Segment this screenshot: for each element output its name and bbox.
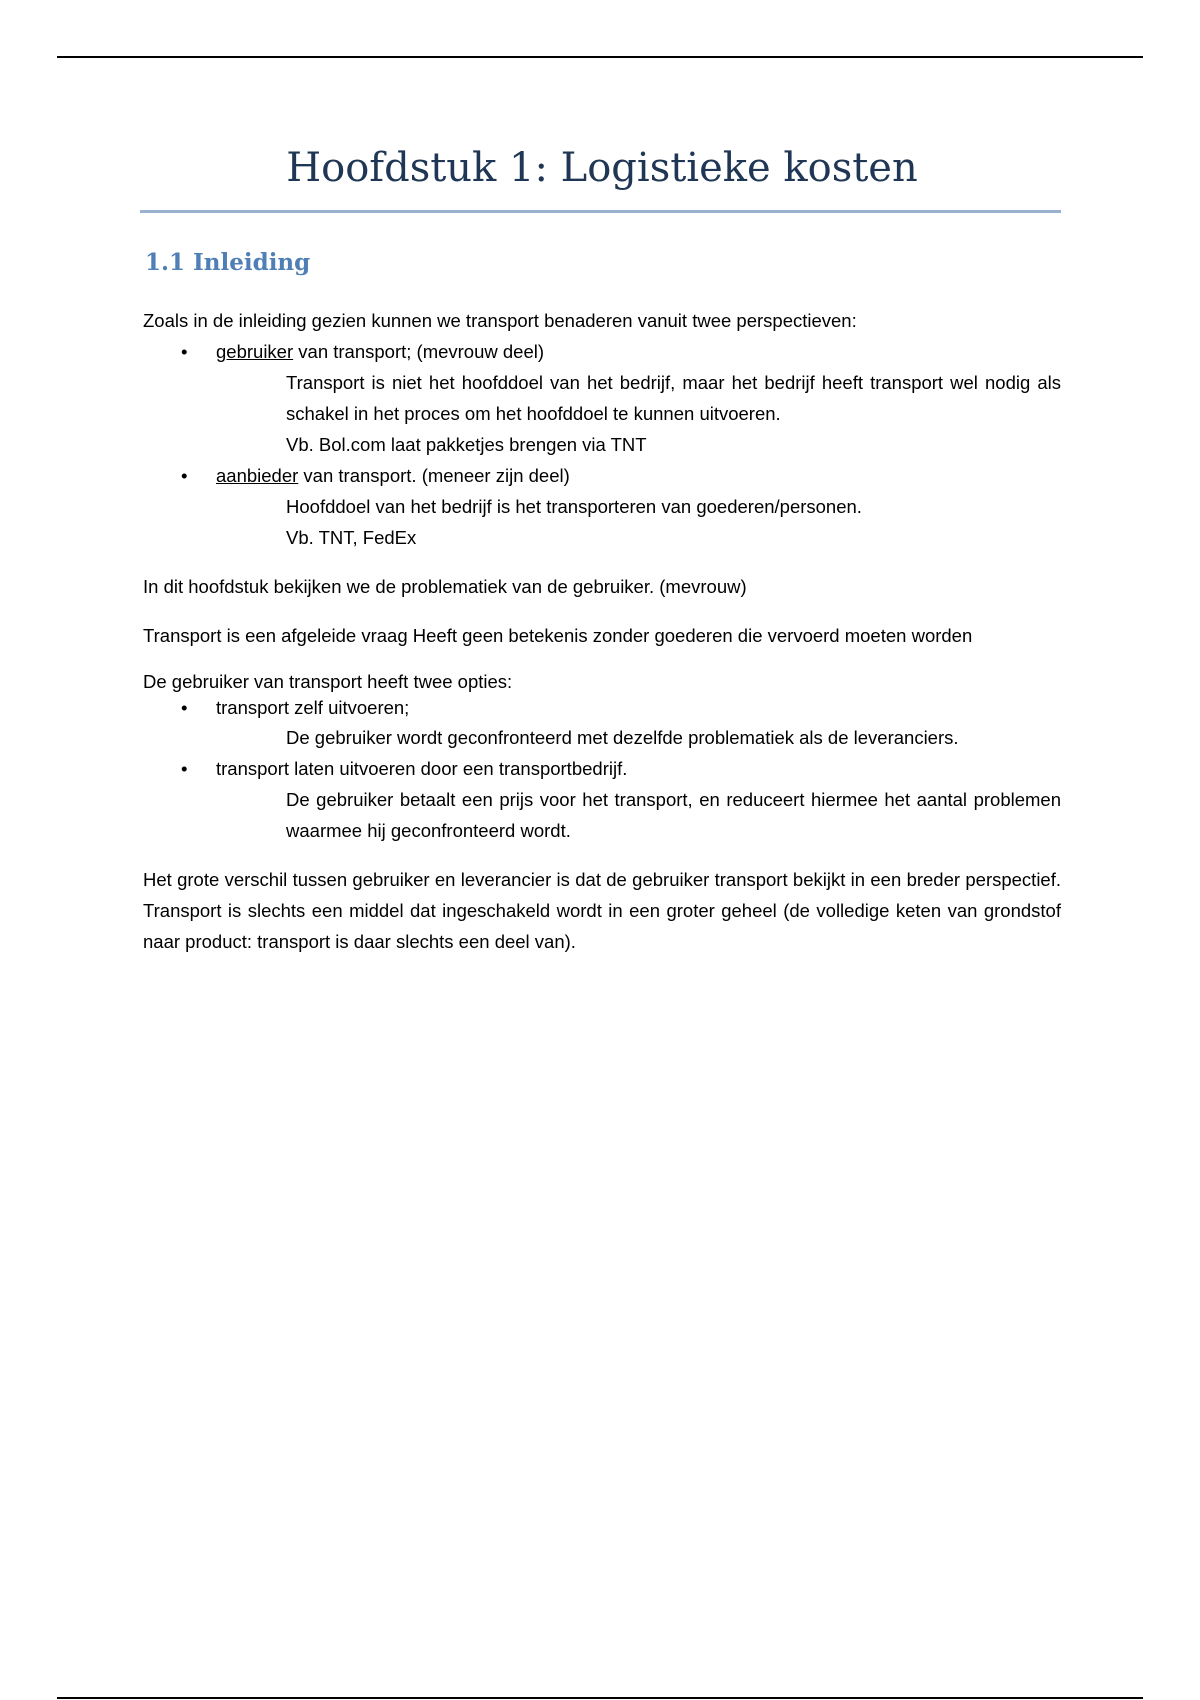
- option-description: De gebruiker wordt geconfronteerd met dezelfde problematiek als de leveranciers.: [286, 727, 959, 748]
- term-underlined: aanbieder: [216, 465, 299, 486]
- derived-demand-paragraph: Transport is een afgeleide vraag Heeft geen betekenis zonder goederen die vervoerd moeten worden: [143, 625, 973, 646]
- perspective-example: Vb. Bol.com laat pakketjes brengen via TNT: [286, 434, 647, 455]
- options-list-2: [143, 753, 1061, 784]
- perspectives-list-2: [143, 460, 1061, 491]
- perspectives-list: [143, 336, 1061, 367]
- title-underline: [140, 210, 1061, 213]
- page-bottom-rule: [57, 1697, 1143, 1699]
- bullet-icon: •: [181, 697, 188, 718]
- options-list: [143, 694, 1061, 722]
- term-rest: van transport. (meneer zijn deel): [298, 465, 570, 486]
- list-item: [143, 336, 1061, 367]
- perspective-example: Vb. TNT, FedEx: [286, 527, 417, 548]
- page-title: Hoofdstuk 1: Logistieke kosten: [286, 145, 918, 191]
- option-label: transport zelf uitvoeren;: [216, 697, 410, 718]
- term-rest: van transport; (mevrouw deel): [293, 341, 545, 362]
- document-body: [143, 140, 1061, 957]
- term-underlined: gebruiker: [216, 341, 294, 362]
- difference-paragraph: Het grote verschil tussen gebruiker en leverancier is dat de gebruiker transport bekijkt in een breder perspectief. Transport is slechts een middel dat ingeschakeld wordt in een groter geheel (de volledige keten van grondstof naar product: transport is daar slechts een deel van).: [143, 869, 1061, 952]
- option-description: De gebruiker betaalt een prijs voor het transport, en reduceert hiermee het aantal problemen waarmee hij geconfronteerd wordt.: [286, 789, 1061, 841]
- options-intro: De gebruiker van transport heeft twee opties:: [143, 671, 513, 692]
- perspective-description: Hoofddoel van het bedrijf is het transporteren van goederen/personen.: [286, 496, 862, 517]
- bullet-icon: •: [181, 758, 188, 779]
- page-top-rule: [57, 56, 1143, 58]
- intro-paragraph: Zoals in de inleiding gezien kunnen we transport benaderen vanuit twee perspectieven:: [143, 310, 857, 331]
- list-item: [143, 460, 1061, 491]
- list-item: [143, 694, 1061, 722]
- bullet-icon: •: [181, 341, 188, 362]
- focus-paragraph: In dit hoofdstuk bekijken we de problematiek van de gebruiker. (mevrouw): [143, 576, 747, 597]
- section-heading: 1.1 Inleiding: [145, 249, 311, 276]
- list-item: [143, 753, 1061, 784]
- perspective-description: Transport is niet het hoofddoel van het bedrijf, maar het bedrijf heeft transport wel nodig als schakel in het proces om het hoofddoel te kunnen uitvoeren.: [286, 372, 1061, 424]
- option-label: transport laten uitvoeren door een transportbedrijf.: [216, 758, 628, 779]
- bullet-icon: •: [181, 465, 188, 486]
